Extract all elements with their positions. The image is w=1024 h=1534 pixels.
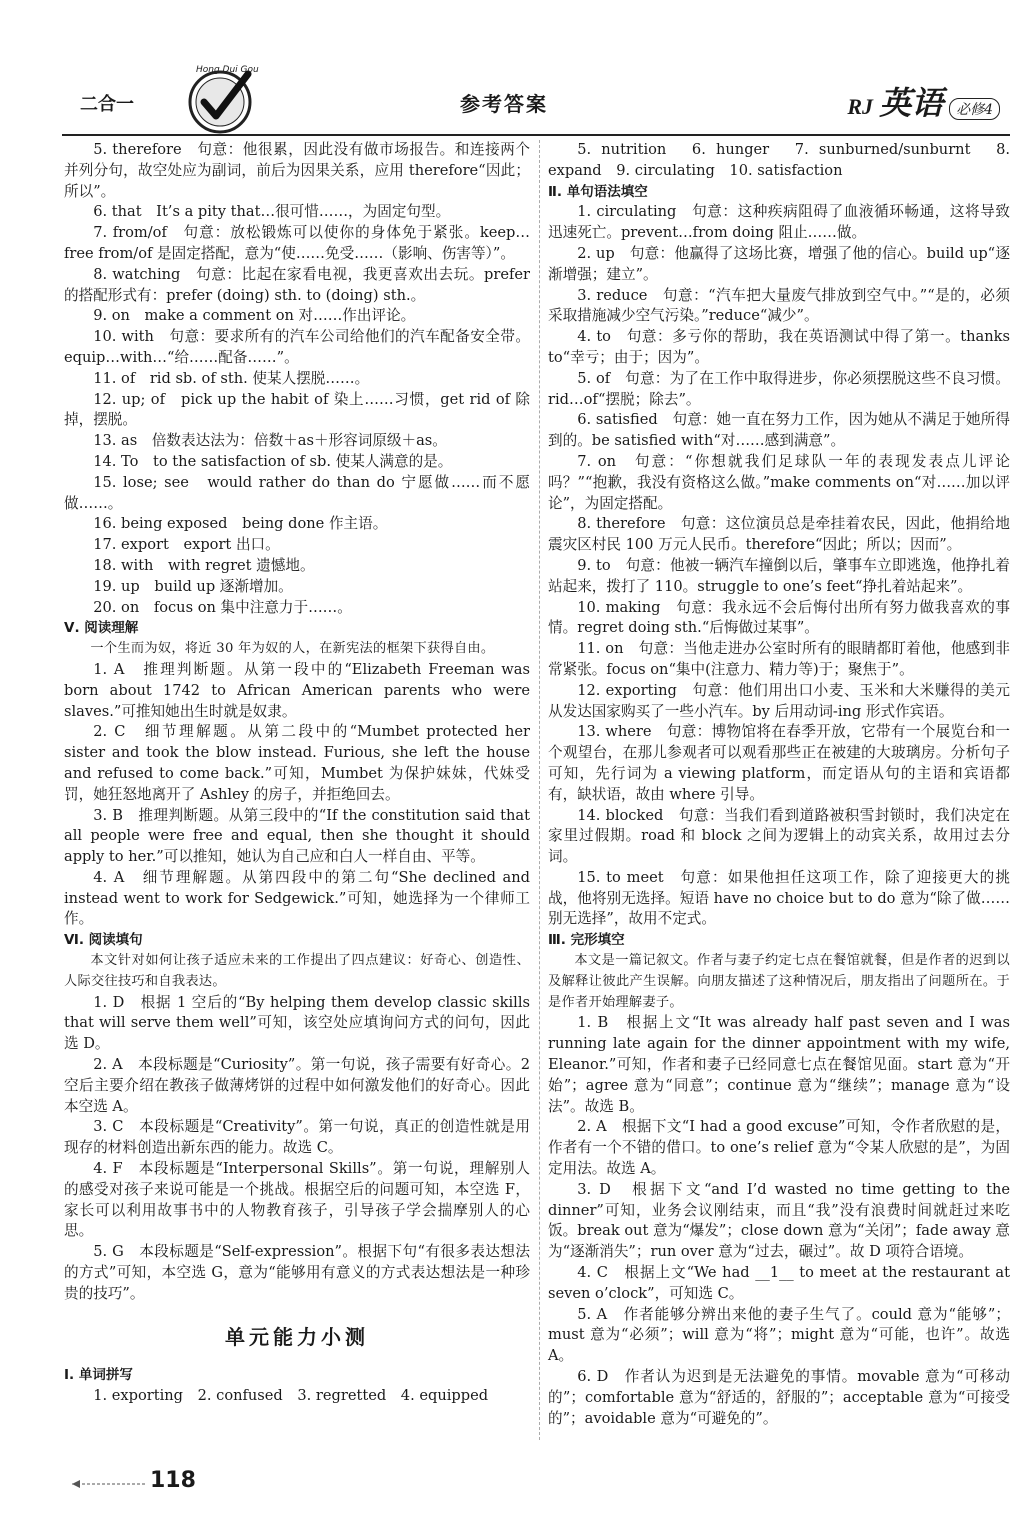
answer-item: 18. with with regret 遗憾地。	[93, 556, 315, 574]
answer-item: 5. therefore 句意：他很累，因此没有做市场报告。和连接两个并列分句，故空处应为副词，前后为因果关系，应用 therefore“因此；所以”。	[64, 141, 530, 200]
answer-item: 6. that It’s a pity that…很可惜……，为固定句型。	[93, 203, 451, 221]
section-heading: Ⅴ. 阅读理解	[64, 620, 139, 637]
answer-item: 12. up; of pick up the habit of 染上……习惯，get rid of 除掉，摆脱。	[64, 390, 530, 429]
answer-item: 10. making 句意：我永远不会后悔付出所有努力做我喜欢的事情。regret doing sth.“后悔做过某事”。	[548, 598, 1010, 637]
answer-item: 2. C 细节理解题。从第二段中的“Mumbet protected her sister and took the blow instead. Furious, she left the house and refused to come back.”可知，Mumbet 为保护妹妹，代妹受罚，她狂怒地离开了 Ashley 的房子，并拒绝回去。	[64, 723, 530, 803]
passage-summary: 本文是一篇记叙文。作者与妻子约定七点在餐馆就餐，但是作者的迟到以及解释让彼此产生误解。向朋友描述了这种情况后，朋友指出了问题所在。于是作者开始理解妻子。	[548, 953, 1010, 1010]
answer-item: 14. To to the satisfaction of sb. 使某人满意的是。	[93, 452, 453, 470]
answer-item: 3. C 本段标题是“Creativity”。第一句说，真正的创造性就是用现存的材料创造出新东西的能力。故选 C。	[64, 1118, 530, 1157]
svg-text:Hong Dui Gou: Hong Dui Gou	[196, 65, 259, 75]
left-answer-list	[64, 140, 530, 1305]
unit-test-answers	[64, 1365, 530, 1407]
answer-item: 13. where 句意：博物馆将在春季开放，它带有一个展览台和一个观望台，在那儿参观者可以观看那些正在被建的大玻璃房。分析句子可知，先行词为 a viewing platform，而定语从句的主语和宾语都有，缺状语，故由 where 引导。	[548, 723, 1010, 803]
answer-item: 3. D 根据下文“and I’d wasted no time getting to the dinner”可知，业务会议刚结束，而且“我”没有浪费时间就赶过来吃饭。break out 意为“爆发”；close down 意为“关闭”；fade away 意为“逐渐消失”；run over 意为“过去，碾过”。故 D 项符合语境。	[548, 1180, 1010, 1261]
header-subject-block	[847, 78, 1000, 124]
answer-item: 4. A 细节理解题。从第四段中的第二句“She declined and instead went to work for Sedgewick.”可知，她选择为一个律师工作。	[64, 868, 530, 928]
answer-item: 13. as 倍数表达法为：倍数＋as＋形容词原级＋as。	[93, 432, 447, 450]
volume-badge: 必修4	[949, 98, 1000, 120]
left-column	[64, 140, 530, 1407]
column-divider	[539, 140, 540, 1440]
section-heading: Ⅰ. 单词拼写	[64, 1367, 133, 1384]
answer-item: 7. on 句意：“你想就我们足球队一年的表现发表点儿评论吗？”“抱歉，我没有资格这么做。”make comments on“对……加以评论”，为固定搭配。	[548, 452, 1010, 512]
section-heading: Ⅵ. 阅读填句	[64, 932, 143, 949]
unit-test-title: 单元能力小测	[225, 1324, 369, 1349]
answer-item: 14. blocked 句意：当我们看到道路被积雪封锁时，我们决定在家里过假期。road 和 block 之间为逻辑上的动宾关系，故用过去分词。	[548, 806, 1010, 866]
answer-item: 8. watching 句意：比起在家看电视，我更喜欢出去玩。prefer 的搭配形式有：prefer (doing) sth. to (doing) sth.。	[64, 265, 530, 304]
answer-item: 1. D 根据 1 空后的“By helping them develop classic skills that will serve them well”可知，该空处应填询问方式的问句，因此选 D。	[64, 993, 530, 1053]
answer-item: 2. up 句意：他赢得了这场比赛，增强了他的信心。build up“逐渐增强；建立”。	[548, 244, 1010, 283]
answer-item: 5. of 句意：为了在工作中取得进步，你必须摆脱这些不良习惯。rid…of“摆脱；除去”。	[548, 369, 1010, 408]
header-rule	[62, 134, 1010, 136]
answer-item: 20. on focus on 集中注意力于……。	[93, 598, 352, 616]
page-number: 118	[150, 1468, 196, 1493]
answer-item: 1. circulating 句意：这种疾病阻碍了血液循环畅通，这将导致迅速死亡。prevent…from doing 阻止……做。	[548, 203, 1010, 242]
answer-item: 9. to 句意：他被一辆汽车撞倒以后，肇事车立即逃逸，他挣扎着站起来，拨打了 110。struggle to one’s feet“挣扎着站起来”。	[548, 556, 1010, 595]
answer-item: 2. A 根据下文“I had a good excuse”可知，令作者欣慰的是，作者有一个不错的借口。to one’s relief 意为“令某人欣慰的是”，为固定用法。故选 A。	[548, 1118, 1010, 1178]
answer-item: 11. of rid sb. of sth. 使某人摆脱……。	[93, 369, 370, 387]
answer-item: 4. F 本段标题是“Interpersonal Skills”。第一句说，理解别人的感受对孩子来说可能是一个挑战。根据空后的问题可知，本空选 F，家长可以利用故事书中的人物教育孩子，引导孩子学会揣摩别人的心思。	[64, 1160, 530, 1240]
passage-summary: 本文针对如何让孩子适应未来的工作提出了四点建议：好奇心、创造性、人际交往技巧和自我表达。	[64, 953, 530, 989]
answer-item: 2. A 本段标题是“Curiosity”。第一句说，孩子需要有好奇心。2 空后主要介绍在教孩子做薄烤饼的过程中如何激发他们的好奇心。因此本空选 A。	[64, 1056, 530, 1115]
section-heading: Ⅲ. 完形填空	[548, 932, 625, 949]
page-arrow-icon	[70, 1478, 148, 1490]
answer-item: 11. on 句意：当他走进办公室时所有的眼睛都盯着他，他感到非常紧张。focus on“集中(注意力、精力等)于；聚焦于”。	[548, 640, 1010, 678]
answer-item: 5. A 作者能够分辨出来他的妻子生气了。could 意为“能够”；must 意为“必须”；will 意为“将”；might 意为“可能，也许”。故选 A。	[548, 1305, 1010, 1365]
subject-label: 英语	[879, 84, 944, 122]
answer-item: 4. to 句意：多亏你的帮助，我在英语测试中得了第一。thanks to“幸亏；由于；因为”。	[548, 328, 1010, 366]
answer-item: 16. being exposed being done 作主语。	[93, 515, 388, 533]
edition-label: RJ	[847, 94, 874, 119]
answer-item: 7. from/of 句意：放松锻炼可以使你的身体免于紧张。keep…free from/of 是固定搭配，意为“使……免受……（影响、伤害等）”。	[64, 224, 530, 262]
header-title: 参考答案	[460, 92, 548, 116]
passage-summary: 一个生而为奴，将近 30 年为奴的人，在新宪法的框架下获得自由。	[90, 641, 495, 657]
answer-item: 5. G 本段标题是“Self-expression”。根据下句“有很多表达想法的方式”可知，本空选 G，意为“能够用有意义的方式表达想法是一种珍贵的技巧”。	[64, 1243, 530, 1302]
answer-item: 15. to meet 句意：如果他担任这项工作，除了迎接更大的挑战，他将别无选择。短语 have no choice but to do 意为“除了做……别无选择”，故用不定式。	[548, 868, 1010, 928]
answer-item: 17. export export 出口。	[93, 536, 280, 554]
answer-item: 19. up build up 逐渐增加。	[93, 577, 293, 595]
right-answer-list	[548, 140, 1010, 1429]
checkmark-logo-icon	[178, 60, 268, 140]
answer-item: 6. satisfied 句意：她一直在努力工作，因为她从不满足于她所得到的。be satisfied with“对……感到满意”。	[548, 411, 1010, 450]
answer-item: 1. exporting 2. confused 3. regretted 4. equipped	[93, 1387, 489, 1405]
answer-item: 5. nutrition 6. hunger 7. sunburned/sunburnt 8. expand 9. circulating 10. satisfaction	[548, 141, 1010, 179]
answer-item: 12. exporting 句意：他们用出口小麦、玉米和大米赚得的美元从发达国家购买了一些小汽车。by 后用动词-ing 形式作宾语。	[548, 681, 1010, 720]
answer-item: 6. D 作者认为迟到是无法避免的事情。movable 意为“可移动的”；comfortable 意为“舒适的，舒服的”；acceptable 意为“可接受的”；avoidable 意为“可避免的”。	[548, 1368, 1010, 1427]
page-header	[60, 60, 1010, 130]
right-column	[548, 140, 1010, 1429]
answer-item: 1. B 根据上文“It was already half past seven and I was running late again for the dinner appointment with my wife, Eleanor.”可知，作者和妻子已经同意七点在餐馆见面。start 意为“开始”；agree 意为“同意”；continue 意为“继续”；manage 意为“设法”。故选 B。	[548, 1014, 1010, 1115]
answer-item: 3. reduce 句意：“汽车把大量废气排放到空气中。”“是的，必须采取措施减少空气污染。”reduce“减少”。	[548, 286, 1010, 325]
answer-item: 1. A 推理判断题。从第一段中的“Elizabeth Freeman was born about 1742 to African American parents who were slaves.”可推知她出生时就是奴隶。	[64, 660, 530, 720]
answer-item: 9. on make a comment on 对……作出评论。	[93, 307, 416, 325]
answer-item: 4. C 根据上文“We had __1__ to meet at the restaurant at seven o’clock”，可知选 C。	[548, 1264, 1010, 1302]
answer-item: 15. lose; see would rather do than do 宁愿做……而不愿做……。	[64, 473, 530, 512]
answer-item: 8. therefore 句意：这位演员总是牵挂着农民，因此，他捐给地震灾区村民 100 万元人民币。therefore“因此；所以；因而”。	[548, 515, 1010, 554]
section-heading: Ⅱ. 单句语法填空	[548, 183, 648, 200]
header-left-label: 二合一	[80, 94, 134, 115]
answer-item: 3. B 推理判断题。从第三段中的“If the constitution said that all people were free and equal, then she thought it should apply to her.”可以推知，她认为自己应和白人一样自由、平等。	[64, 806, 530, 866]
answer-item: 10. with 句意：要求所有的汽车公司给他们的汽车配备安全带。equip…with…“给……配备……”。	[64, 328, 530, 366]
